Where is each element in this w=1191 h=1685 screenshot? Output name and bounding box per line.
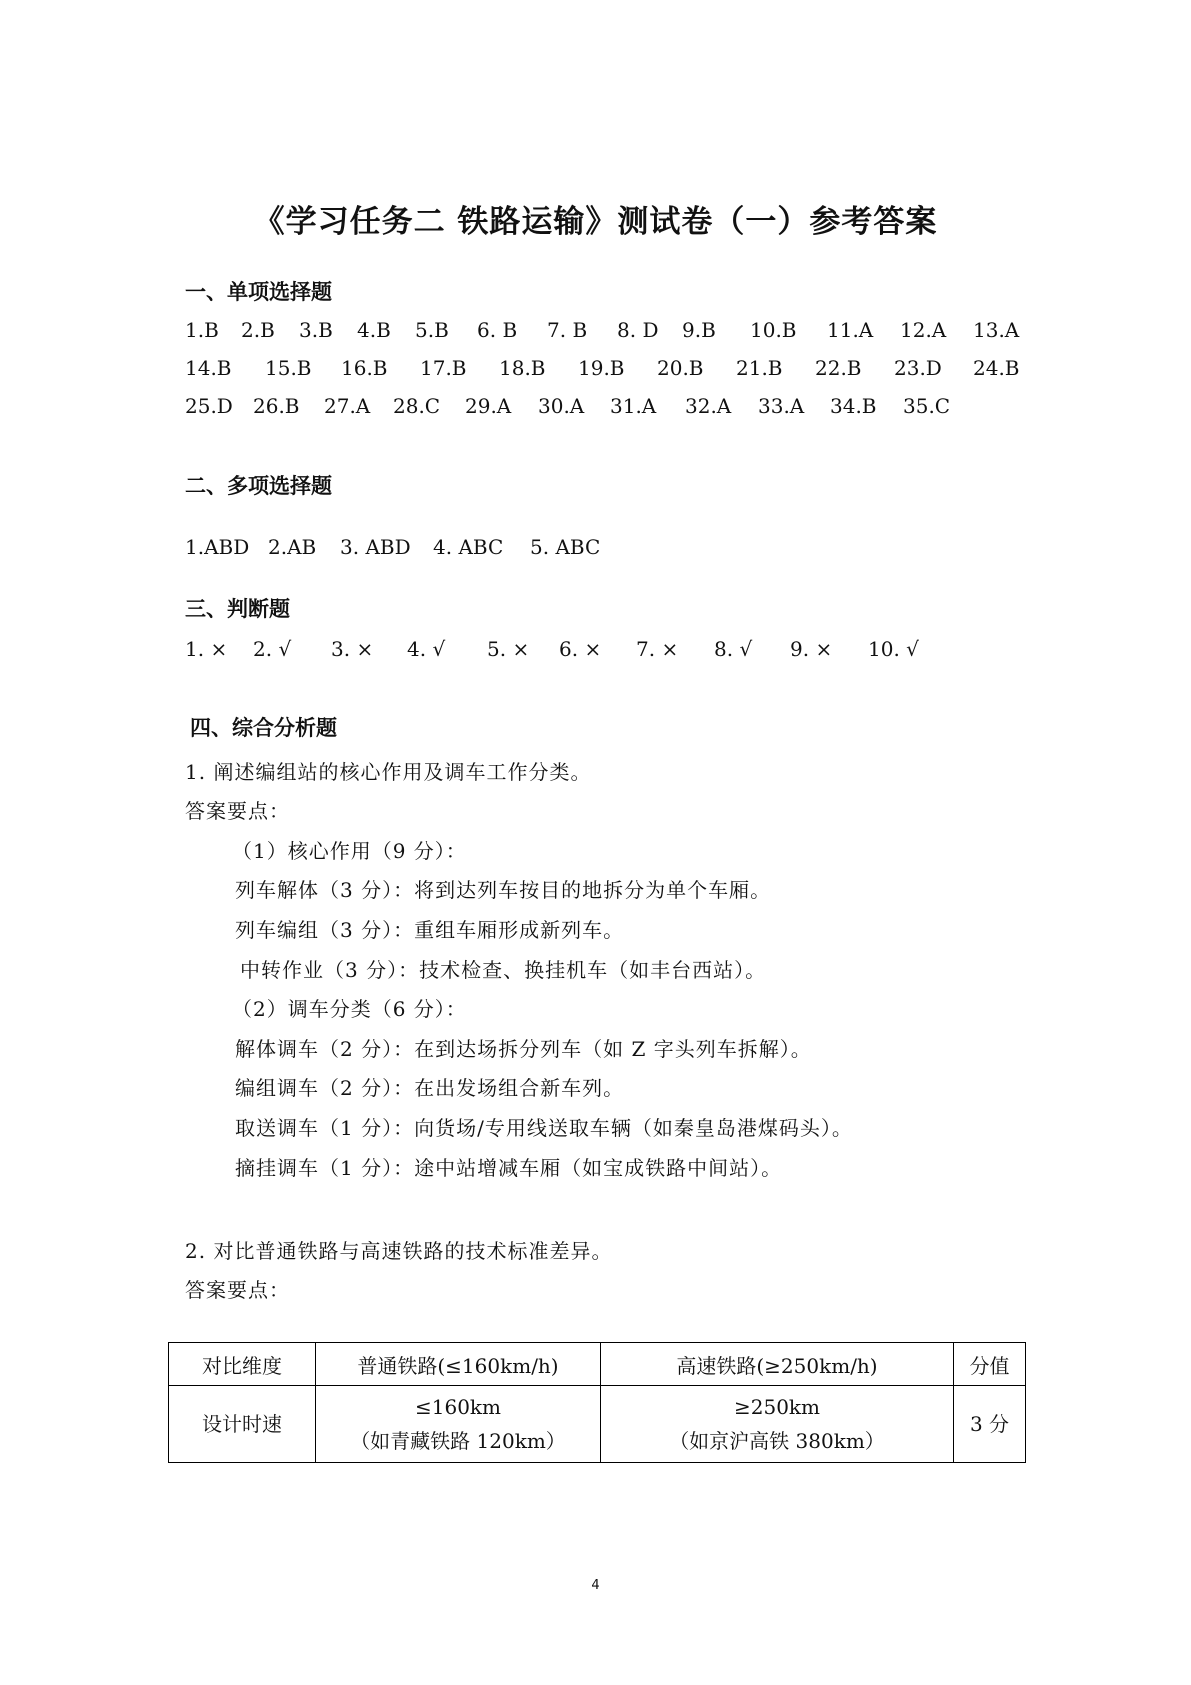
answer-item: 23.D [894, 356, 942, 380]
answer-item: 24.B [973, 356, 1020, 380]
page-title: 《学习任务二 铁路运输》测试卷（一）参考答案 [253, 204, 938, 240]
section-heading-multiple-choice: 二、多项选择题 [185, 474, 332, 498]
answer-item: 5. ABC [530, 535, 601, 559]
answer-point: 列车解体（3 分）：将到达列车按目的地拆分为单个车厢。 [235, 878, 772, 902]
answer-item: 4. √ [407, 637, 446, 661]
answer-point: （1）核心作用（9 分）： [232, 839, 467, 863]
answer-item: 35.C [903, 394, 951, 418]
answer-item: 13.A [973, 318, 1020, 342]
table-header-cell: 对比维度 [169, 1343, 316, 1386]
answer-item: 4. ABC [433, 535, 504, 559]
answer-point: 摘挂调车（1 分）：途中站增减车厢（如宝成铁路中间站）。 [235, 1156, 783, 1180]
answer-label: 答案要点： [185, 1278, 290, 1302]
answer-item: 3. ABD [340, 535, 411, 559]
answer-item: 10. √ [868, 637, 919, 661]
answer-point: 编组调车（2 分）：在出发场组合新车列。 [235, 1076, 625, 1100]
answer-item: 19.B [578, 356, 625, 380]
table-cell-score: 3 分 [954, 1386, 1026, 1463]
answer-point: 列车编组（3 分）：重组车厢形成新列车。 [235, 918, 625, 942]
table-header-cell: 高速铁路(≥250km/h) [601, 1343, 954, 1386]
answer-item: 25.D [185, 394, 233, 418]
answer-item: 5. × [487, 637, 530, 661]
answer-point: 取送调车（1 分）：向货场/专用线送取车辆（如秦皇岛港煤码头）。 [235, 1116, 853, 1140]
cell-line: ≤160km [414, 1395, 501, 1419]
answer-point: 解体调车（2 分）：在到达场拆分列车（如 Z 字头列车拆解）。 [235, 1037, 812, 1061]
answer-item: 5.B [415, 318, 449, 342]
answer-item: 28.C [393, 394, 441, 418]
answer-point: 中转作业（3 分）：技术检查、换挂机车（如丰台西站）。 [240, 958, 767, 982]
answer-item: 31.A [610, 394, 657, 418]
answer-item: 1. × [185, 637, 228, 661]
answer-item: 7. × [636, 637, 679, 661]
cell-line: （如青藏铁路 120km） [350, 1429, 566, 1453]
cell-line: ≥250km [733, 1395, 820, 1419]
answer-point: （2）调车分类（6 分）： [232, 997, 467, 1021]
answer-item: 3.B [299, 318, 333, 342]
table-cell-normal [316, 1386, 601, 1463]
table-cell-high-speed [601, 1386, 954, 1463]
answer-item: 15.B [265, 356, 312, 380]
answer-label: 答案要点： [185, 799, 290, 823]
comparison-table [168, 1342, 1026, 1463]
answer-item: 6. × [559, 637, 602, 661]
answer-item: 30.A [538, 394, 585, 418]
table-cell-dimension: 设计时速 [169, 1386, 316, 1463]
answer-item: 9.B [682, 318, 716, 342]
table-header-cell: 普通铁路(≤160km/h) [316, 1343, 601, 1386]
answer-item: 20.B [657, 356, 704, 380]
table-header-cell: 分值 [954, 1343, 1026, 1386]
answer-item: 34.B [830, 394, 877, 418]
answer-item: 10.B [750, 318, 797, 342]
answer-item: 3. × [331, 637, 374, 661]
table-header-row [169, 1343, 1026, 1386]
answer-item: 11.A [827, 318, 874, 342]
section-heading-true-false: 三、判断题 [185, 597, 290, 621]
answer-item: 9. × [790, 637, 833, 661]
answer-item: 27.A [324, 394, 371, 418]
section-heading-single-choice: 一、单项选择题 [185, 280, 332, 304]
answer-item: 1.ABD [185, 535, 250, 559]
answer-item: 33.A [758, 394, 805, 418]
answer-item: 8. D [617, 318, 659, 342]
section-heading-analysis: 四、综合分析题 [190, 716, 337, 740]
answer-item: 22.B [815, 356, 862, 380]
question-1: 1. 阐述编组站的核心作用及调车工作分类。 [185, 760, 592, 784]
answer-item: 18.B [499, 356, 546, 380]
answer-item: 7. B [547, 318, 588, 342]
answer-item: 4.B [357, 318, 391, 342]
table-row [169, 1386, 1026, 1463]
page-number: 4 [591, 1578, 600, 1593]
answer-item: 29.A [465, 394, 512, 418]
answer-item: 16.B [341, 356, 388, 380]
cell-line: （如京沪高铁 380km） [669, 1429, 885, 1453]
answer-item: 8. √ [714, 637, 753, 661]
question-2: 2. 对比普通铁路与高速铁路的技术标准差异。 [185, 1239, 613, 1263]
answer-item: 17.B [420, 356, 467, 380]
answer-item: 1.B [185, 318, 219, 342]
answer-item: 2.B [241, 318, 275, 342]
answer-item: 32.A [685, 394, 732, 418]
answer-item: 14.B [185, 356, 232, 380]
answer-item: 2.AB [268, 535, 317, 559]
answer-item: 12.A [900, 318, 947, 342]
answer-item: 2. √ [253, 637, 292, 661]
answer-item: 26.B [253, 394, 300, 418]
answer-item: 6. B [477, 318, 518, 342]
answer-item: 21.B [736, 356, 783, 380]
